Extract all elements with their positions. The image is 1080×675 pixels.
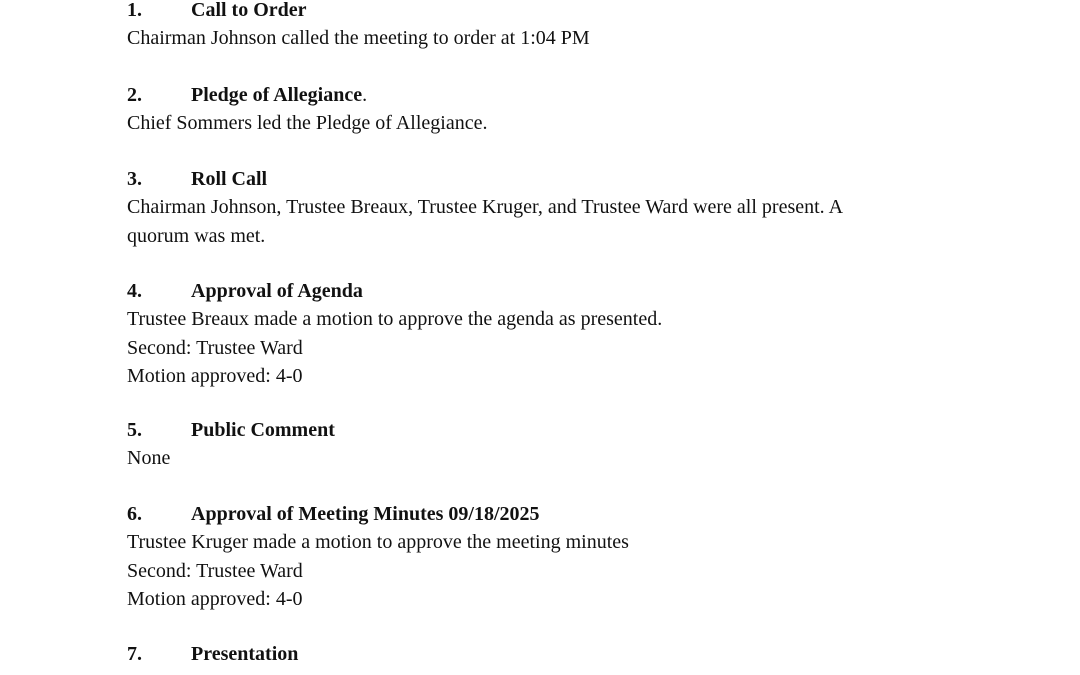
- section-text: Chief Sommers led the Pledge of Allegiance.: [127, 112, 488, 134]
- agenda-item-call-to-order: [127, 0, 917, 53]
- section-heading: [127, 640, 917, 668]
- section-text: None: [127, 447, 171, 469]
- motion-text: Trustee Kruger made a motion to approve the meeting minutes: [127, 531, 629, 553]
- section-number: 3.: [127, 168, 142, 190]
- section-heading: [127, 500, 917, 528]
- section-title: Approval of Agenda: [191, 280, 363, 302]
- agenda-item-presentation: [127, 640, 917, 668]
- section-heading: [127, 277, 917, 305]
- agenda-item-approval-of-minutes: [127, 500, 917, 614]
- section-title: Approval of Meeting Minutes 09/18/2025: [191, 503, 540, 525]
- section-number: 7.: [127, 643, 142, 665]
- section-heading: [127, 0, 917, 24]
- section-heading: [127, 416, 917, 444]
- agenda-item-roll-call: [127, 165, 917, 250]
- second-text: Second: Trustee Ward: [127, 559, 303, 582]
- second-text: Second: Trustee Ward: [127, 336, 303, 359]
- section-title: Presentation: [191, 643, 299, 665]
- section-heading: [127, 165, 917, 193]
- agenda-item-approval-of-agenda: [127, 277, 917, 391]
- motion-text: Trustee Breaux made a motion to approve the agenda as presented.: [127, 308, 663, 330]
- section-text: quorum was met.: [127, 224, 266, 247]
- section-title: Call to Order: [191, 0, 307, 21]
- agenda-item-public-comment: [127, 416, 917, 473]
- section-text: Chairman Johnson called the meeting to order at 1:04 PM: [127, 27, 590, 49]
- section-title: Pledge of Allegiance.: [191, 84, 368, 106]
- section-title: Roll Call: [191, 168, 268, 190]
- vote-result: Motion approved: 4-0: [127, 588, 303, 610]
- section-number: 1.: [127, 0, 142, 21]
- vote-result: Motion approved: 4-0: [127, 365, 303, 387]
- section-number: 5.: [127, 419, 142, 441]
- section-heading: [127, 81, 917, 109]
- section-text: Chairman Johnson, Trustee Breaux, Trustee Kruger, and Trustee Ward were all present. A: [127, 196, 844, 218]
- agenda-item-pledge: [127, 81, 917, 138]
- section-number: 2.: [127, 84, 142, 106]
- section-title: Public Comment: [191, 419, 335, 441]
- section-number: 6.: [127, 503, 142, 525]
- section-number: 4.: [127, 280, 142, 302]
